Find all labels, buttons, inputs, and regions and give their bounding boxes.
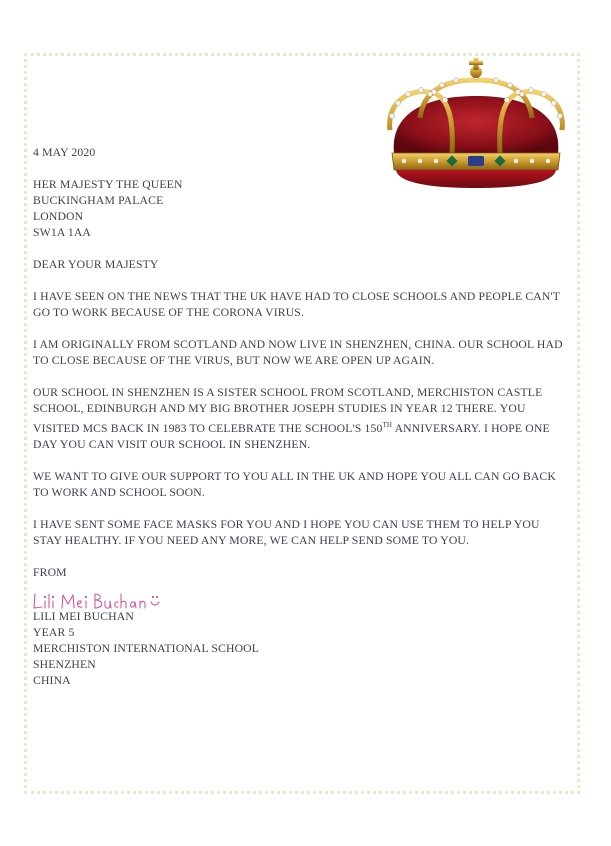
letter-date: 4 MAY 2020	[33, 146, 96, 159]
paragraph: I HAVE SENT SOME FACE MASKS FOR YOU AND I HOPE YOU CAN USE THEM TO HELP YOU STAY HEALTHY. IF YOU NEED ANY MORE, WE CAN HELP SEND SOME TO YOU.	[33, 518, 540, 547]
address-line: BUCKINGHAM PALACE	[33, 194, 164, 207]
recipient-address	[33, 177, 568, 241]
paragraph: I HAVE SEEN ON THE NEWS THAT THE UK HAVE HAD TO CLOSE SCHOOLS AND PEOPLE CAN'T GO TO WORK BECAUSE OF THE CORONA VIRUS.	[33, 290, 560, 319]
sender-line: SHENZHEN	[33, 658, 96, 671]
sender-block	[33, 609, 568, 689]
paragraph: WE WANT TO GIVE OUR SUPPORT TO YOU ALL IN THE UK AND HOPE YOU ALL CAN GO BACK TO WORK AND SCHOOL SOON.	[33, 470, 556, 499]
paragraph	[33, 385, 568, 453]
sender-line: CHINA	[33, 674, 71, 687]
address-line: HER MAJESTY THE QUEEN	[33, 178, 183, 191]
sender-line: MERCHISTON INTERNATIONAL SCHOOL	[33, 642, 260, 655]
address-line: SW1A 1AA	[33, 226, 92, 239]
handwritten-signature	[32, 591, 162, 613]
sender-line: YEAR 5	[33, 626, 75, 639]
sender-name: LILI MEI BUCHAN	[33, 610, 134, 623]
paragraph-text: ANNIVERSARY. I HOPE ONE DAY YOU CAN VISIT OUR SCHOOL IN SHENZHEN.	[33, 422, 550, 451]
letter-body	[33, 145, 568, 689]
paragraph-text: OUR SCHOOL IN SHENZHEN IS A SISTER SCHOOL FROM SCOTLAND, MERCHISTON CASTLE SCHOOL, EDINBURGH AND MY BIG BROTHER JOSEPH STUDIES IN YEAR 12 THERE. YOU VISITED MCS BACK IN 1983 TO CELEBRATE THE SCHOOL'S 150	[33, 386, 543, 435]
ordinal-suffix: TH	[382, 421, 393, 429]
salutation: DEAR YOUR MAJESTY	[33, 258, 159, 271]
signature-zone	[33, 581, 568, 609]
address-line: LONDON	[33, 210, 84, 223]
closing: FROM	[33, 566, 67, 579]
paragraph: I AM ORIGINALLY FROM SCOTLAND AND NOW LIVE IN SHENZHEN, CHINA. OUR SCHOOL HAD TO CLOSE BECAUSE OF THE VIRUS, BUT NOW WE ARE OPEN UP AGAIN.	[33, 338, 563, 367]
